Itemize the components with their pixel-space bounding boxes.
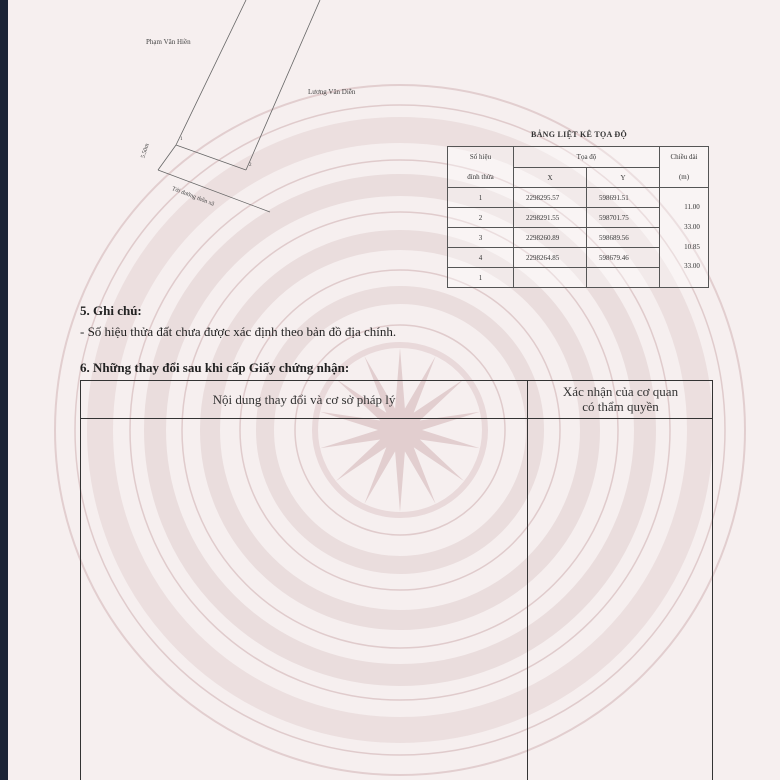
- x-cell: 2298291.55: [514, 208, 587, 228]
- road-label: Tới đường thôn xã: [170, 186, 215, 208]
- length-value: 10.85: [684, 243, 700, 251]
- header-length: [660, 147, 709, 188]
- header-length-line1: Chiều dài: [670, 153, 698, 161]
- point-cell: 2: [448, 208, 514, 228]
- y-cell: 598701.75: [587, 208, 660, 228]
- x-cell: [514, 268, 587, 288]
- point-cell: 3: [448, 228, 514, 248]
- section-5-note: - Số hiệu thửa đất chưa được xác định theo bản đồ địa chính.: [80, 324, 397, 339]
- header-x: X: [514, 168, 587, 188]
- y-cell: 598679.46: [587, 248, 660, 268]
- section-6-title: 6. Những thay đổi sau khi cấp Giấy chứng nhận:: [80, 360, 350, 375]
- authority-header-line2: có thẩm quyền: [582, 399, 659, 414]
- neighbor-owner-label: Phạm Văn Hiền: [146, 38, 191, 46]
- point-cell: 1: [448, 268, 514, 288]
- corner-label: 2: [249, 163, 252, 168]
- header-length-line2: (m): [678, 173, 690, 181]
- section-5-title: 5. Ghi chú:: [80, 303, 142, 318]
- header-point-line1: Số hiệu: [469, 153, 492, 161]
- length-value: 11.00: [684, 203, 700, 211]
- header-point-line2: đỉnh thửa: [467, 173, 494, 181]
- x-cell: 2298295.57: [514, 188, 587, 208]
- header-coord: Tọa độ: [514, 147, 660, 168]
- length-value: 33.00: [684, 262, 700, 270]
- coordinate-table-title: BẢNG LIỆT KÊ TỌA ĐỘ: [530, 130, 628, 139]
- authority-confirmation-header: [527, 384, 714, 414]
- header-divider: [81, 418, 712, 419]
- certificate-page: [8, 0, 780, 780]
- changes-table: [80, 380, 713, 780]
- x-cell: 2298264.85: [514, 248, 587, 268]
- column-divider: [527, 381, 528, 780]
- x-cell: 2298260.89: [514, 228, 587, 248]
- y-cell: 598691.51: [587, 188, 660, 208]
- header-point: [448, 147, 514, 188]
- corner-label: 1: [180, 137, 183, 142]
- changes-content-header: Nội dung thay đổi và cơ sở pháp lý: [212, 392, 396, 407]
- header-y: Y: [587, 168, 660, 188]
- neighbor-owner-label: Lương Văn Diễn: [308, 88, 356, 96]
- dimension-label: 5.50m: [140, 142, 151, 160]
- y-cell: 598689.56: [587, 228, 660, 248]
- point-cell: 1: [448, 188, 514, 208]
- authority-header-line1: Xác nhận của cơ quan: [562, 384, 679, 399]
- point-cell: 4: [448, 248, 514, 268]
- length-value: 33.00: [684, 223, 700, 231]
- y-cell: [587, 268, 660, 288]
